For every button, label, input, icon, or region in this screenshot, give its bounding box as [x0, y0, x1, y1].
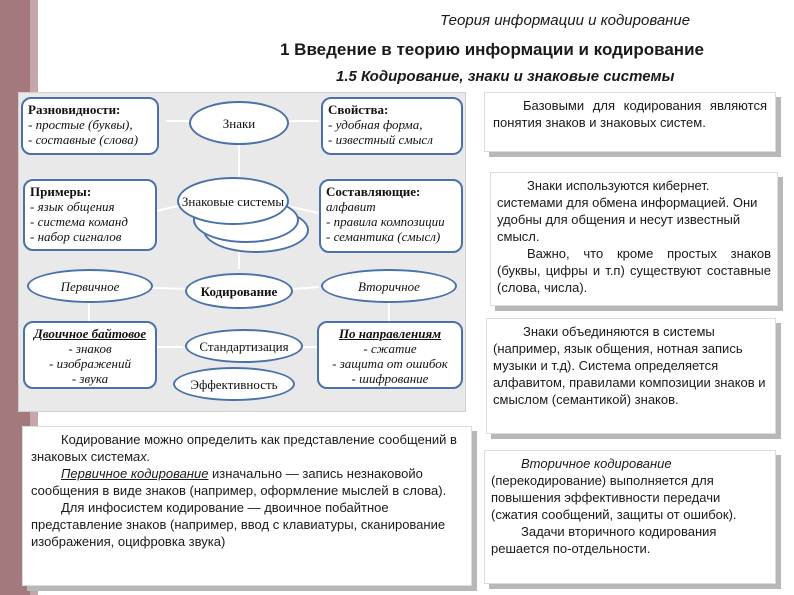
directions-box	[317, 321, 463, 389]
signs-node	[189, 101, 289, 145]
properties-title: Свойства:	[328, 102, 389, 117]
components-item: алфавит	[326, 199, 376, 214]
secondary-node	[321, 269, 457, 303]
coding-text-1a: Кодирование можно определить как представление сообщений в знаковых систем	[31, 432, 457, 464]
directions-item: - защита от ошибок	[332, 356, 448, 371]
properties-box	[321, 97, 463, 155]
coding-text-1b: ах.	[133, 449, 151, 464]
coding-text-2-rest: изначально — запись незнаковойо сообщения в виде знаков (например, оформление мыслей в слова).	[31, 466, 447, 498]
varieties-item: - составные (слова)	[28, 132, 139, 147]
directions-item: - шифрование	[351, 371, 429, 386]
basics-text: Базовыми для кодирования являются понятия знаков и знаковых систем.	[493, 98, 767, 130]
examples-title: Примеры:	[30, 184, 92, 199]
directions-title: По направлениям	[338, 326, 442, 341]
signs-text-2: Важно, что кроме простых знаков (буквы, цифры и т.п) существуют составные (слова, числа).	[497, 246, 771, 295]
binary-item: - изображений	[49, 356, 131, 371]
coding-text-2-lead: Первичное кодирование	[61, 466, 209, 481]
standardization-node	[185, 329, 303, 363]
signs-text-1: Знаки используются кибернет. системами для обмена информацией. Они удобны для общения и несут известный смысл.	[497, 178, 758, 244]
binary-item: - знаков	[68, 341, 112, 356]
coding-text-box	[22, 426, 472, 586]
binary-box	[23, 321, 157, 389]
components-box	[319, 179, 463, 253]
examples-item: - язык общения	[30, 199, 115, 214]
secondary-text-box	[484, 450, 776, 584]
sign-systems-label: Знаковые системы	[181, 193, 285, 209]
basics-box	[484, 92, 776, 152]
secondary-text-2: Задачи вторичного кодирования решается по-отдельности.	[491, 524, 717, 556]
efficiency-node	[173, 367, 295, 401]
components-title: Составляющие:	[326, 184, 421, 199]
standardization-label: Стандартизация	[199, 338, 289, 354]
directions-item: - сжатие	[363, 341, 417, 356]
sign-systems-node	[177, 177, 289, 225]
examples-box	[23, 179, 157, 251]
coding-node	[185, 273, 293, 309]
varieties-title: Разновидности:	[28, 102, 121, 117]
header-title: 1 Введение в теорию информации и кодирование	[280, 40, 704, 59]
properties-item: - удобная форма,	[328, 117, 423, 132]
properties-item: - известный смысл	[328, 132, 433, 147]
header-subtitle: Теория информации и кодирование	[440, 12, 691, 29]
varieties-item: - простые (буквы),	[28, 117, 133, 132]
primary-label: Первичное	[60, 278, 120, 294]
secondary-rest: (перекодирование) выполняется для повышения эффективности передачи (сжатия сообщений, защиты от ошибок).	[491, 473, 737, 522]
section-title: 1.5 Кодирование, знаки и знаковые системы	[336, 68, 675, 85]
components-item: - правила композиции	[326, 214, 445, 229]
examples-item: - система команд	[30, 214, 128, 229]
systems-text-box	[486, 318, 776, 434]
systems-text: Знаки объединяются в системы (например, язык общения, нотная запись музыки и т.д). Система определяется алфавитом, правилами композиции знаков и смыслом (семантикой) знаков.	[493, 324, 766, 407]
signs-text-box	[490, 172, 778, 306]
secondary-lead: Вторичное кодирование	[521, 456, 672, 471]
components-item: - семантика (смысл)	[326, 229, 441, 244]
signs-label: Знаки	[222, 115, 256, 131]
binary-item: - звука	[71, 371, 109, 386]
primary-node	[27, 269, 153, 303]
coding-label: Кодирование	[200, 283, 278, 299]
secondary-label: Вторичное	[358, 278, 420, 294]
varieties-box	[21, 97, 159, 155]
diagram-panel	[18, 92, 466, 412]
efficiency-label: Эффективность	[190, 376, 278, 392]
examples-item: - набор сигналов	[30, 229, 122, 244]
coding-text-3: Для инфосистем кодирование — двоичное побайтное представление знаков (например, ввод с клавиатуры, сканирование изображения, оцифровка звука)	[31, 500, 446, 549]
binary-title: Двоичное байтовое	[33, 326, 147, 341]
